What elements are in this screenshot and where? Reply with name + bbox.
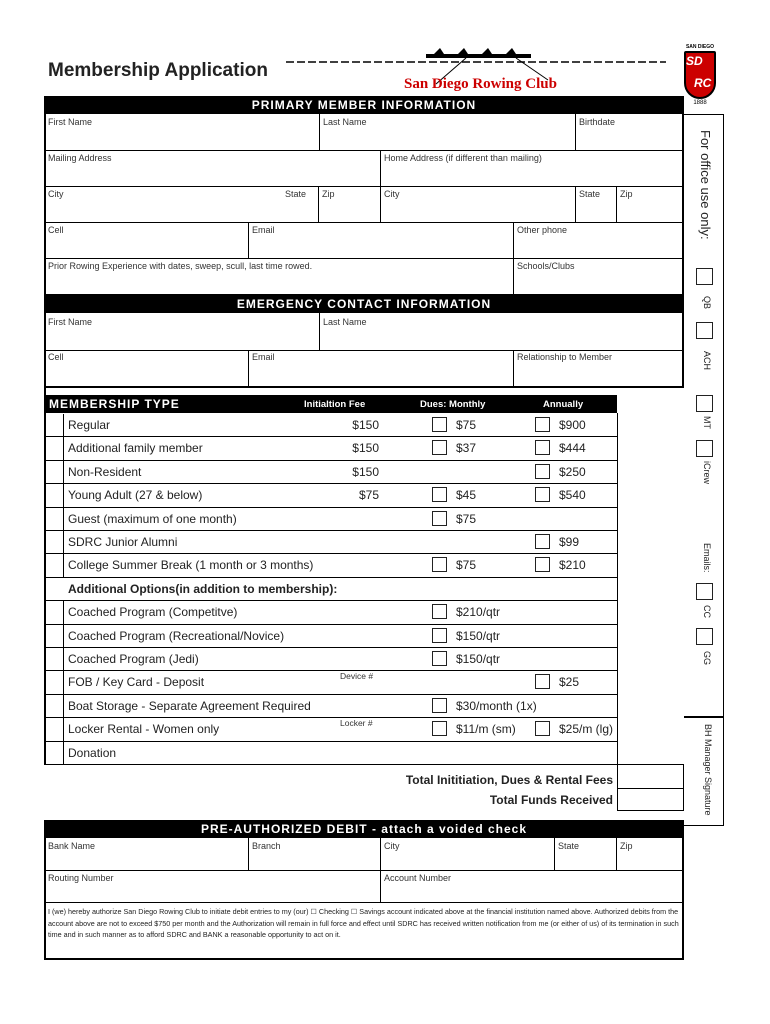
row-checkbox-cell[interactable]	[46, 484, 64, 506]
emergency-first-name-label: First Name	[48, 317, 93, 327]
row-divider	[44, 624, 617, 625]
row-checkbox-cell[interactable]	[46, 437, 64, 459]
debit-city-label: City	[384, 841, 400, 851]
annual-price: $210	[559, 558, 586, 573]
row-checkbox-cell[interactable]	[46, 554, 64, 576]
qb-checkbox[interactable]	[696, 268, 713, 285]
gg-checkbox[interactable]	[696, 628, 713, 645]
schools-clubs-label: Schools/Clubs	[517, 261, 575, 271]
ach-checkbox[interactable]	[696, 322, 713, 339]
annual-price: $900	[559, 418, 586, 432]
membership-row-label: Regular	[68, 418, 111, 432]
membership-row-label: College Summer Break (1 month or 3 months)	[68, 558, 314, 573]
primary-member-header: PRIMARY MEMBER INFORMATION	[44, 96, 684, 114]
membership-row-label: Guest (maximum of one month)	[68, 511, 237, 526]
annual-price: $444	[559, 441, 586, 456]
mt-label: MT	[702, 416, 712, 429]
option-monthly-checkbox[interactable]	[432, 721, 447, 736]
office-use-title: For office use only:	[698, 130, 713, 240]
option-monthly-price: $11/m (sm)	[456, 722, 516, 737]
club-logo: SAN DIEGO SD RC 1888	[685, 44, 715, 106]
routing-number-label: Routing Number	[48, 873, 114, 883]
row-checkbox-cell[interactable]	[46, 671, 64, 693]
option-annual-price: $25/m (lg)	[559, 722, 614, 737]
home-address-label: Home Address (if different than mailing)	[384, 153, 542, 163]
emergency-cell-label: Cell	[48, 352, 64, 362]
monthly-price: $75	[456, 558, 477, 573]
icrew-checkbox[interactable]	[696, 440, 713, 457]
zip-label: Zip	[322, 189, 335, 199]
bank-name-label: Bank Name	[48, 841, 96, 851]
row-divider	[44, 600, 617, 601]
row-divider	[44, 741, 617, 742]
membership-row-label: Young Adult (27 & below)	[68, 488, 203, 503]
annual-checkbox[interactable]	[535, 557, 550, 572]
first-name-label: First Name	[48, 117, 93, 127]
row-divider	[44, 647, 617, 648]
option-note: Device #	[340, 671, 374, 682]
debit-zip-label: Zip	[620, 841, 633, 851]
row-checkbox-cell[interactable]	[46, 531, 64, 553]
club-name: San Diego Rowing Club	[404, 76, 557, 92]
cc-label: CC	[702, 605, 712, 618]
branch-label: Branch	[252, 841, 281, 851]
col-initiation: Initialtion Fee	[304, 399, 366, 410]
monthly-checkbox[interactable]	[432, 417, 447, 432]
monthly-checkbox[interactable]	[432, 487, 447, 502]
mailing-address-label: Mailing Address	[48, 153, 112, 163]
monthly-price: $37	[456, 441, 477, 456]
initiation-fee: $75	[358, 488, 379, 503]
debit-state-label: State	[558, 841, 580, 851]
annual-checkbox[interactable]	[535, 534, 550, 549]
row-checkbox-cell[interactable]	[46, 601, 64, 623]
emergency-last-name-label: Last Name	[323, 317, 367, 327]
relationship-label: Relationship to Member	[517, 352, 613, 362]
row-divider	[44, 436, 617, 437]
annual-checkbox[interactable]	[535, 464, 550, 479]
option-row-label: FOB / Key Card - Deposit	[68, 675, 205, 690]
monthly-checkbox[interactable]	[432, 557, 447, 572]
cc-checkbox[interactable]	[696, 583, 713, 600]
monthly-price: $75	[456, 511, 477, 526]
row-divider	[44, 694, 617, 695]
option-monthly-price: $150/qtr	[456, 652, 501, 666]
row-checkbox-cell[interactable]	[46, 648, 64, 670]
additional-options-title: Additional Options(in addition to membership):	[68, 581, 338, 596]
monthly-price: $45	[456, 488, 477, 503]
total-fees-label: Total Inititiation, Dues & Rental Fees	[405, 773, 613, 787]
row-checkbox-cell[interactable]	[46, 461, 64, 483]
row-checkbox-cell[interactable]	[46, 414, 64, 436]
option-row-label: Locker Rental - Women only	[68, 722, 220, 737]
row-divider	[44, 460, 617, 461]
option-monthly-checkbox[interactable]	[432, 628, 447, 643]
row-divider	[44, 717, 617, 718]
page-title: Membership Application	[48, 60, 268, 81]
option-row-label: Coached Program (Competitve)	[68, 605, 238, 620]
state2-label: State	[579, 189, 601, 199]
emergency-email-label: Email	[252, 352, 275, 362]
other-phone-label: Other phone	[517, 225, 568, 235]
row-divider	[44, 483, 617, 484]
initiation-fee: $150	[352, 418, 379, 432]
membership-type-title: MEMBERSHIP TYPE	[49, 397, 180, 411]
option-monthly-price: $150/qtr	[456, 628, 501, 643]
annual-price: $540	[559, 488, 586, 503]
monthly-checkbox[interactable]	[432, 440, 447, 455]
email-label: Email	[252, 225, 275, 235]
last-name-label: Last Name	[323, 117, 367, 127]
row-divider	[44, 577, 617, 578]
option-row-label: Coached Program (Jedi)	[68, 652, 199, 666]
row-divider	[44, 507, 617, 508]
option-row-label: Boat Storage - Separate Agreement Required	[68, 698, 311, 713]
row-checkbox-cell[interactable]	[46, 718, 64, 740]
ach-label: ACH	[702, 351, 712, 371]
option-annual-checkbox[interactable]	[535, 721, 550, 736]
row-divider	[44, 530, 617, 531]
annual-checkbox[interactable]	[535, 417, 550, 432]
option-monthly-checkbox[interactable]	[432, 604, 447, 619]
option-note: Locker #	[340, 718, 373, 729]
icrew-label: iCrew	[702, 461, 712, 485]
total-received-label: Total Funds Received	[489, 793, 613, 807]
mt-checkbox[interactable]	[696, 395, 713, 412]
row-divider	[44, 553, 617, 554]
qb-label: QB	[702, 296, 712, 310]
state-label: State	[285, 189, 307, 199]
row-divider	[44, 670, 617, 671]
emails-label: Emails:	[702, 543, 712, 573]
annual-price: $250	[559, 464, 586, 479]
option-annual-price: $25	[559, 675, 580, 690]
gg-label: GG	[702, 651, 712, 666]
membership-row-label: Non-Resident	[68, 464, 142, 479]
emergency-contact-header: EMERGENCY CONTACT INFORMATION	[44, 295, 684, 313]
cell-label: Cell	[48, 225, 64, 235]
zip2-label: Zip	[620, 189, 633, 199]
initiation-fee: $150	[352, 464, 379, 479]
prior-rowing-label: Prior Rowing Experience with dates, sweep, scull, last time rowed.	[48, 261, 313, 271]
annual-checkbox[interactable]	[535, 487, 550, 502]
authorization-text: I (we) hereby authorize San Diego Rowing Club to initiate debit entries to my (our) ☐ Checking ☐ Savings account indicated above at the financial institution named above. Authorized debits from the account above are not to exceed $750 per month and the Authorization will remain in full force and effect until SDRC has received written notification from me (or either of us) of its termination in such time and in such manner as to afford SDRC and BANK a reasonable opportunity to act on it.	[48, 907, 679, 939]
account-number-label: Account Number	[384, 873, 452, 883]
row-checkbox-cell[interactable]	[46, 625, 64, 647]
signature-label: BH Manager Signature	[703, 724, 713, 816]
monthly-checkbox[interactable]	[432, 511, 447, 526]
city-label: City	[48, 189, 64, 199]
option-annual-checkbox[interactable]	[535, 674, 550, 689]
option-monthly-checkbox[interactable]	[432, 698, 447, 713]
annual-checkbox[interactable]	[535, 440, 550, 455]
membership-row-label: SDRC Junior Alumni	[68, 535, 178, 549]
option-monthly-price: $210/qtr	[456, 605, 501, 620]
city2-label: City	[384, 189, 400, 199]
row-checkbox-cell[interactable]	[46, 695, 64, 717]
debit-header: PRE-AUTHORIZED DEBIT - attach a voided check	[44, 820, 684, 838]
row-checkbox-cell[interactable]	[46, 742, 64, 764]
option-row-label: Coached Program (Recreational/Novice)	[68, 628, 285, 643]
monthly-price: $75	[456, 418, 477, 432]
membership-row-label: Additional family member	[68, 441, 203, 456]
row-divider	[44, 764, 617, 765]
col-monthly: Dues: Monthly	[420, 399, 486, 410]
option-monthly-checkbox[interactable]	[432, 651, 447, 666]
birthdate-label: Birthdate	[579, 117, 616, 127]
col-annually: Annually	[543, 399, 584, 410]
annual-price: $99	[559, 535, 580, 549]
initiation-fee: $150	[352, 441, 379, 456]
row-checkbox-cell[interactable]	[46, 508, 64, 530]
option-row-label: Donation	[68, 745, 117, 760]
option-monthly-price: $30/month (1x)	[456, 698, 537, 713]
